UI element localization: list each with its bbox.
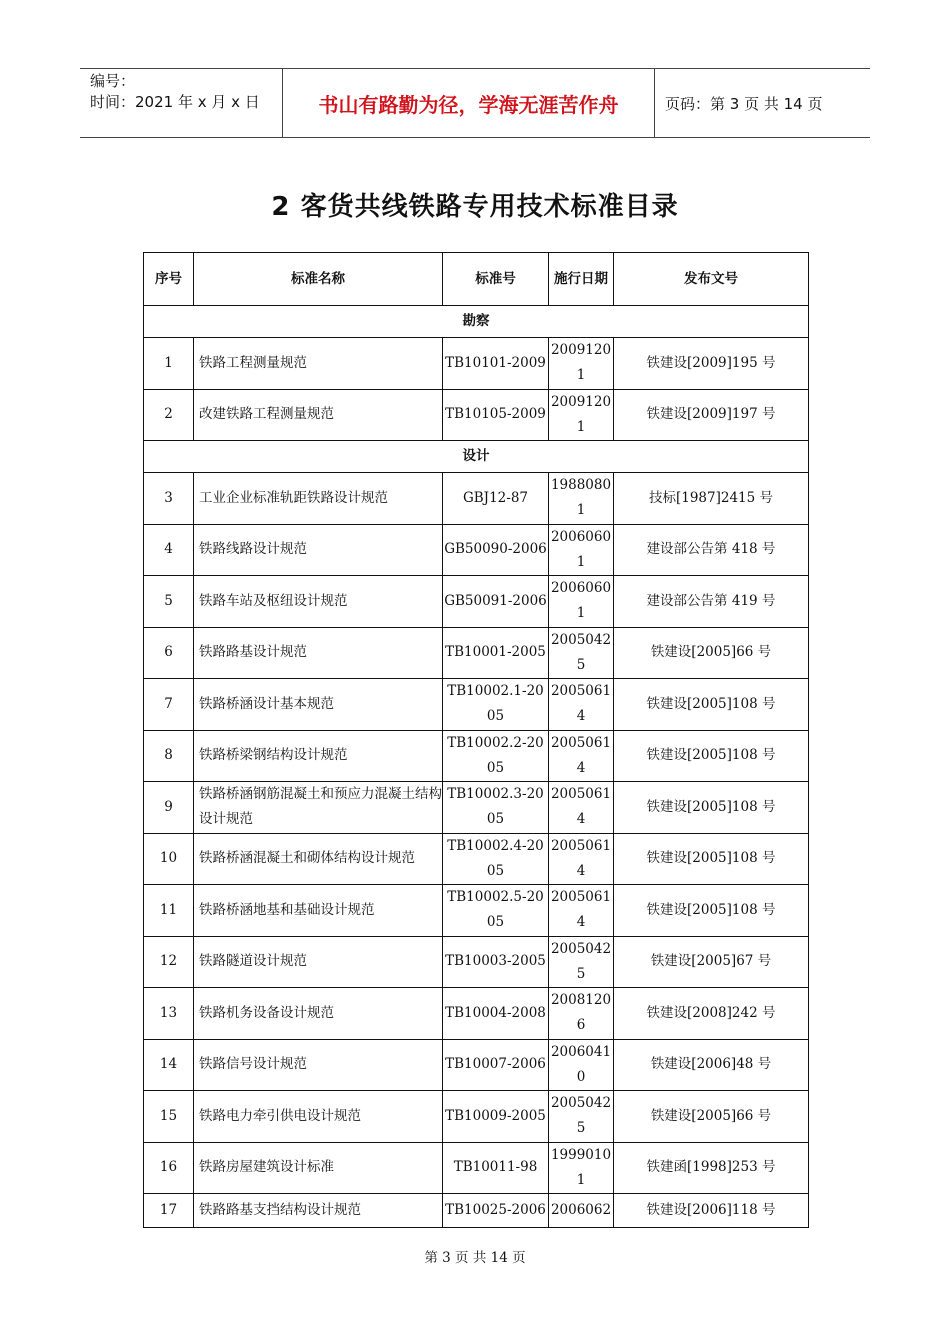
cell-name: 改建铁路工程测量规范: [194, 389, 443, 441]
col-header-doc: 发布文号: [614, 253, 809, 306]
table-row: [144, 627, 809, 679]
cell-no: 5: [144, 576, 194, 628]
cell-date: 20050614: [549, 782, 614, 834]
cell-name: 铁路桥涵地基和基础设计规范: [194, 885, 443, 937]
cell-doc: 铁建设[2005]108 号: [614, 833, 809, 885]
cell-date: 20050425: [549, 627, 614, 679]
table-row: [144, 679, 809, 731]
cell-date: 20050614: [549, 679, 614, 731]
cell-date: 20091201: [549, 389, 614, 441]
header-meta: [80, 69, 282, 137]
col-header-no: 序号: [144, 253, 194, 306]
cell-code: TB10105-2009: [443, 389, 549, 441]
cell-name: 铁路隧道设计规范: [194, 936, 443, 988]
cell-date: 19880801: [549, 473, 614, 525]
section-title: 设计: [144, 441, 809, 473]
table-row: [144, 885, 809, 937]
table-row: [144, 833, 809, 885]
cell-no: 4: [144, 524, 194, 576]
cell-name: 铁路车站及枢纽设计规范: [194, 576, 443, 628]
cell-doc: 建设部公告第 419 号: [614, 576, 809, 628]
cell-doc: 铁建函[1998]253 号: [614, 1142, 809, 1194]
table-row: [144, 338, 809, 390]
cell-doc: 铁建设[2005]108 号: [614, 782, 809, 834]
cell-code: GB50091-2006: [443, 576, 549, 628]
cell-name: 铁路桥涵混凝土和砌体结构设计规范: [194, 833, 443, 885]
cell-doc: 铁建设[2005]108 号: [614, 679, 809, 731]
cell-code: TB10002.2-2005: [443, 730, 549, 782]
cell-name: 铁路工程测量规范: [194, 338, 443, 390]
table-row: [144, 524, 809, 576]
page-title: 2 客货共线铁路专用技术标准目录: [271, 192, 679, 222]
table-row: [144, 473, 809, 525]
cell-code: TB10004-2008: [443, 988, 549, 1040]
section-row: [144, 306, 809, 338]
table-row: [144, 782, 809, 834]
cell-no: 6: [144, 627, 194, 679]
cell-doc: 铁建设[2006]118 号: [614, 1194, 809, 1228]
cell-date: 20050614: [549, 730, 614, 782]
cell-no: 8: [144, 730, 194, 782]
cell-doc: 技标[1987]2415 号: [614, 473, 809, 525]
cell-code: TB10002.1-2005: [443, 679, 549, 731]
table-row: [144, 988, 809, 1040]
cell-doc: 铁建设[2005]66 号: [614, 627, 809, 679]
cell-date: 20050425: [549, 936, 614, 988]
cell-code: TB10011-98: [443, 1142, 549, 1194]
table-row: [144, 389, 809, 441]
table-row: [144, 1194, 809, 1228]
cell-code: GBJ12-87: [443, 473, 549, 525]
cell-date: 20050425: [549, 1091, 614, 1143]
table-row: [144, 1039, 809, 1091]
cell-no: 16: [144, 1142, 194, 1194]
cell-code: TB10002.4-2005: [443, 833, 549, 885]
cell-code: TB10002.5-2005: [443, 885, 549, 937]
cell-doc: 铁建设[2005]108 号: [614, 885, 809, 937]
cell-no: 1: [144, 338, 194, 390]
cell-name: 铁路路基支挡结构设计规范: [194, 1194, 443, 1228]
page-footer: 第 3 页 共 14 页: [424, 1250, 526, 1266]
cell-name: 铁路电力牵引供电设计规范: [194, 1091, 443, 1143]
col-header-name: 标准名称: [194, 253, 443, 306]
col-header-date: 施行日期: [549, 253, 614, 306]
cell-no: 11: [144, 885, 194, 937]
cell-doc: 铁建设[2009]195 号: [614, 338, 809, 390]
cell-doc: 铁建设[2008]242 号: [614, 988, 809, 1040]
cell-date: 20060601: [549, 576, 614, 628]
page-header: [80, 68, 870, 138]
cell-code: TB10007-2006: [443, 1039, 549, 1091]
section-row: [144, 441, 809, 473]
cell-name: 铁路机务设备设计规范: [194, 988, 443, 1040]
table-header-row: [144, 253, 809, 306]
cell-name: 铁路桥涵钢筋混凝土和预应力混凝土结构设计规范: [194, 782, 443, 834]
cell-no: 9: [144, 782, 194, 834]
cell-doc: 铁建设[2005]67 号: [614, 936, 809, 988]
cell-code: TB10002.3-2005: [443, 782, 549, 834]
table-row: [144, 576, 809, 628]
header-page-code: 页码：第 3 页 共 14 页: [665, 94, 823, 113]
standards-table: [143, 252, 809, 1228]
cell-no: 12: [144, 936, 194, 988]
cell-date: 20091201: [549, 338, 614, 390]
cell-doc: 铁建设[2006]48 号: [614, 1039, 809, 1091]
cell-doc: 铁建设[2005]66 号: [614, 1091, 809, 1143]
table-row: [144, 730, 809, 782]
cell-name: 铁路房屋建筑设计标准: [194, 1142, 443, 1194]
cell-no: 7: [144, 679, 194, 731]
time-label: 时间：2021 年 x 月 x 日: [90, 93, 260, 111]
cell-code: TB10025-2006: [443, 1194, 549, 1228]
cell-date: 20050614: [549, 833, 614, 885]
table-body: [144, 306, 809, 1228]
number-label: 编号：: [90, 72, 136, 90]
cell-doc: 建设部公告第 418 号: [614, 524, 809, 576]
cell-date: 2006062: [549, 1194, 614, 1228]
cell-no: 13: [144, 988, 194, 1040]
col-header-code: 标准号: [443, 253, 549, 306]
cell-no: 3: [144, 473, 194, 525]
section-title: 勘察: [144, 306, 809, 338]
cell-name: 工业企业标准轨距铁路设计规范: [194, 473, 443, 525]
cell-code: TB10101-2009: [443, 338, 549, 390]
table-row: [144, 936, 809, 988]
cell-name: 铁路桥梁钢结构设计规范: [194, 730, 443, 782]
cell-doc: 铁建设[2009]197 号: [614, 389, 809, 441]
cell-no: 2: [144, 389, 194, 441]
cell-doc: 铁建设[2005]108 号: [614, 730, 809, 782]
cell-date: 20060410: [549, 1039, 614, 1091]
cell-code: TB10009-2005: [443, 1091, 549, 1143]
cell-name: 铁路桥涵设计基本规范: [194, 679, 443, 731]
cell-no: 10: [144, 833, 194, 885]
header-motto: 书山有路勤为径，学海无涯苦作舟: [282, 69, 655, 137]
cell-name: 铁路路基设计规范: [194, 627, 443, 679]
cell-code: TB10003-2005: [443, 936, 549, 988]
cell-date: 20050614: [549, 885, 614, 937]
cell-date: 19990101: [549, 1142, 614, 1194]
cell-code: GB50090-2006: [443, 524, 549, 576]
cell-no: 14: [144, 1039, 194, 1091]
cell-no: 17: [144, 1194, 194, 1228]
table-row: [144, 1142, 809, 1194]
cell-date: 20060601: [549, 524, 614, 576]
cell-no: 15: [144, 1091, 194, 1143]
cell-name: 铁路线路设计规范: [194, 524, 443, 576]
cell-code: TB10001-2005: [443, 627, 549, 679]
cell-date: 20081206: [549, 988, 614, 1040]
table-row: [144, 1091, 809, 1143]
cell-name: 铁路信号设计规范: [194, 1039, 443, 1091]
